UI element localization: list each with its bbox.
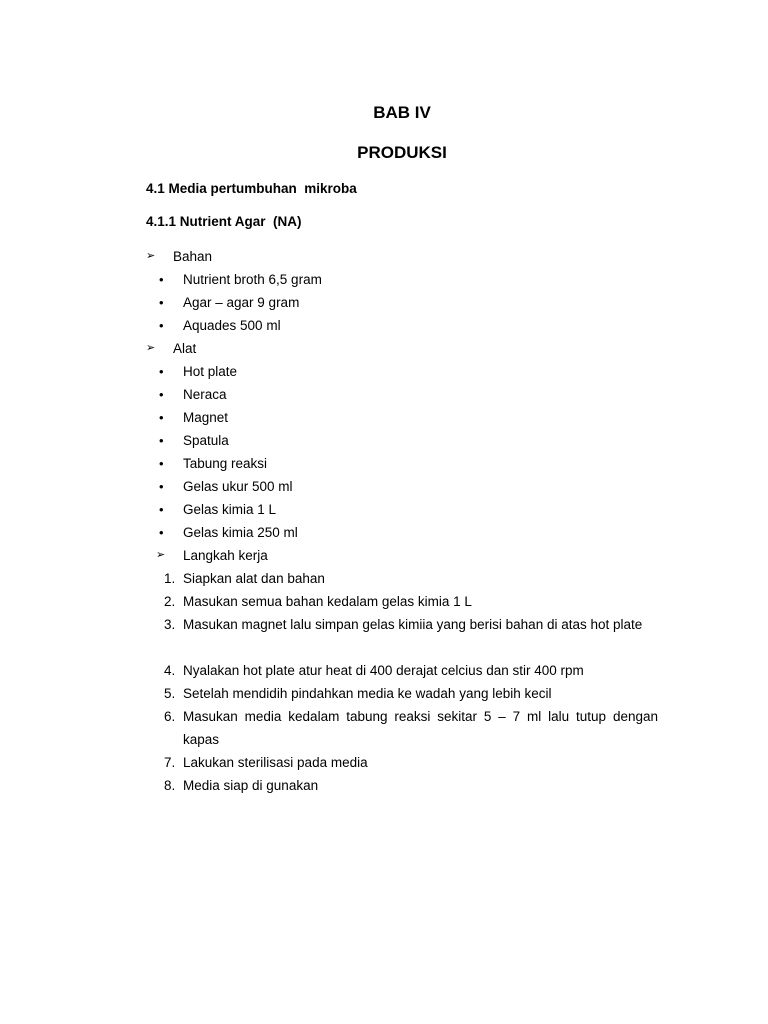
document-body xyxy=(146,245,658,797)
bahan-item: Aquades 500 ml xyxy=(183,318,281,333)
alat-item: Gelas kimia 250 ml xyxy=(183,525,298,540)
step-text: Masukan semua bahan kedalam gelas kimia 1 L xyxy=(183,594,472,609)
alat-label: Alat xyxy=(173,341,197,356)
dot-bullet-icon: • xyxy=(159,456,164,471)
bahan-heading xyxy=(146,245,658,268)
alat-item: Magnet xyxy=(183,410,229,425)
step-number: 8. xyxy=(164,778,176,793)
alat-heading xyxy=(146,337,658,360)
list-item xyxy=(146,360,658,383)
step-text: Media siap di gunakan xyxy=(183,778,319,793)
dot-bullet-icon: • xyxy=(159,502,164,517)
step-item xyxy=(146,682,658,705)
alat-item: Neraca xyxy=(183,387,227,402)
step-item xyxy=(146,659,658,682)
list-item xyxy=(146,429,658,452)
step-item xyxy=(146,774,658,797)
list-item xyxy=(146,406,658,429)
step-item xyxy=(146,705,658,751)
arrow-bullet-icon: ➢ xyxy=(146,342,156,354)
alat-item: Gelas kimia 1 L xyxy=(183,502,277,517)
dot-bullet-icon: • xyxy=(159,387,164,402)
step-number: 3. xyxy=(164,617,176,632)
step-item xyxy=(146,590,658,613)
langkah-label: Langkah kerja xyxy=(183,548,268,563)
dot-bullet-icon: • xyxy=(159,295,164,310)
arrow-bullet-icon: ➢ xyxy=(156,549,166,561)
step-number: 1. xyxy=(164,571,176,586)
alat-item: Spatula xyxy=(183,433,229,448)
step-number: 4. xyxy=(164,663,176,678)
bahan-label: Bahan xyxy=(173,249,213,264)
subsection-heading: 4.1.1 Nutrient Agar (NA) xyxy=(146,214,302,229)
step-item xyxy=(146,613,658,659)
step-text: Setelah mendidih pindahkan media ke wadah yang lebih kecil xyxy=(183,686,552,701)
list-item xyxy=(146,452,658,475)
list-item xyxy=(146,498,658,521)
list-item xyxy=(146,475,658,498)
dot-bullet-icon: • xyxy=(159,364,164,379)
dot-bullet-icon: • xyxy=(159,433,164,448)
dot-bullet-icon: • xyxy=(159,525,164,540)
list-item xyxy=(146,268,658,291)
step-item xyxy=(146,751,658,774)
alat-item: Hot plate xyxy=(183,364,238,379)
step-number: 6. xyxy=(164,709,176,724)
chapter-title: PRODUKSI xyxy=(357,143,447,162)
arrow-bullet-icon: ➢ xyxy=(146,250,156,262)
step-text: Nyalakan hot plate atur heat di 400 derajat celcius dan stir 400 rpm xyxy=(183,663,584,678)
step-text: Siapkan alat dan bahan xyxy=(183,571,325,586)
list-item xyxy=(146,383,658,406)
step-text: Masukan magnet lalu simpan gelas kimiia yang berisi bahan di atas hot plate xyxy=(183,617,643,632)
list-item xyxy=(146,521,658,544)
section-heading: 4.1 Media pertumbuhan mikroba xyxy=(146,181,357,196)
list-item xyxy=(146,314,658,337)
dot-bullet-icon: • xyxy=(159,479,164,494)
step-text: Lakukan sterilisasi pada media xyxy=(183,755,368,770)
dot-bullet-icon: • xyxy=(159,410,164,425)
step-number: 5. xyxy=(164,686,176,701)
dot-bullet-icon: • xyxy=(159,318,164,333)
alat-item: Tabung reaksi xyxy=(183,456,268,471)
dot-bullet-icon: • xyxy=(159,272,164,287)
step-number: 7. xyxy=(164,755,176,770)
chapter-heading: BAB IV xyxy=(373,103,431,122)
alat-item: Gelas ukur 500 ml xyxy=(183,479,293,494)
bahan-item: Nutrient broth 6,5 gram xyxy=(183,272,322,287)
bahan-item: Agar – agar 9 gram xyxy=(183,295,300,310)
step-text: Masukan media kedalam tabung reaksi sekitar 5 – 7 ml lalu tutup dengan kapas xyxy=(183,709,658,747)
langkah-heading xyxy=(146,544,658,567)
list-item xyxy=(146,291,658,314)
step-number: 2. xyxy=(164,594,176,609)
step-item xyxy=(146,567,658,590)
